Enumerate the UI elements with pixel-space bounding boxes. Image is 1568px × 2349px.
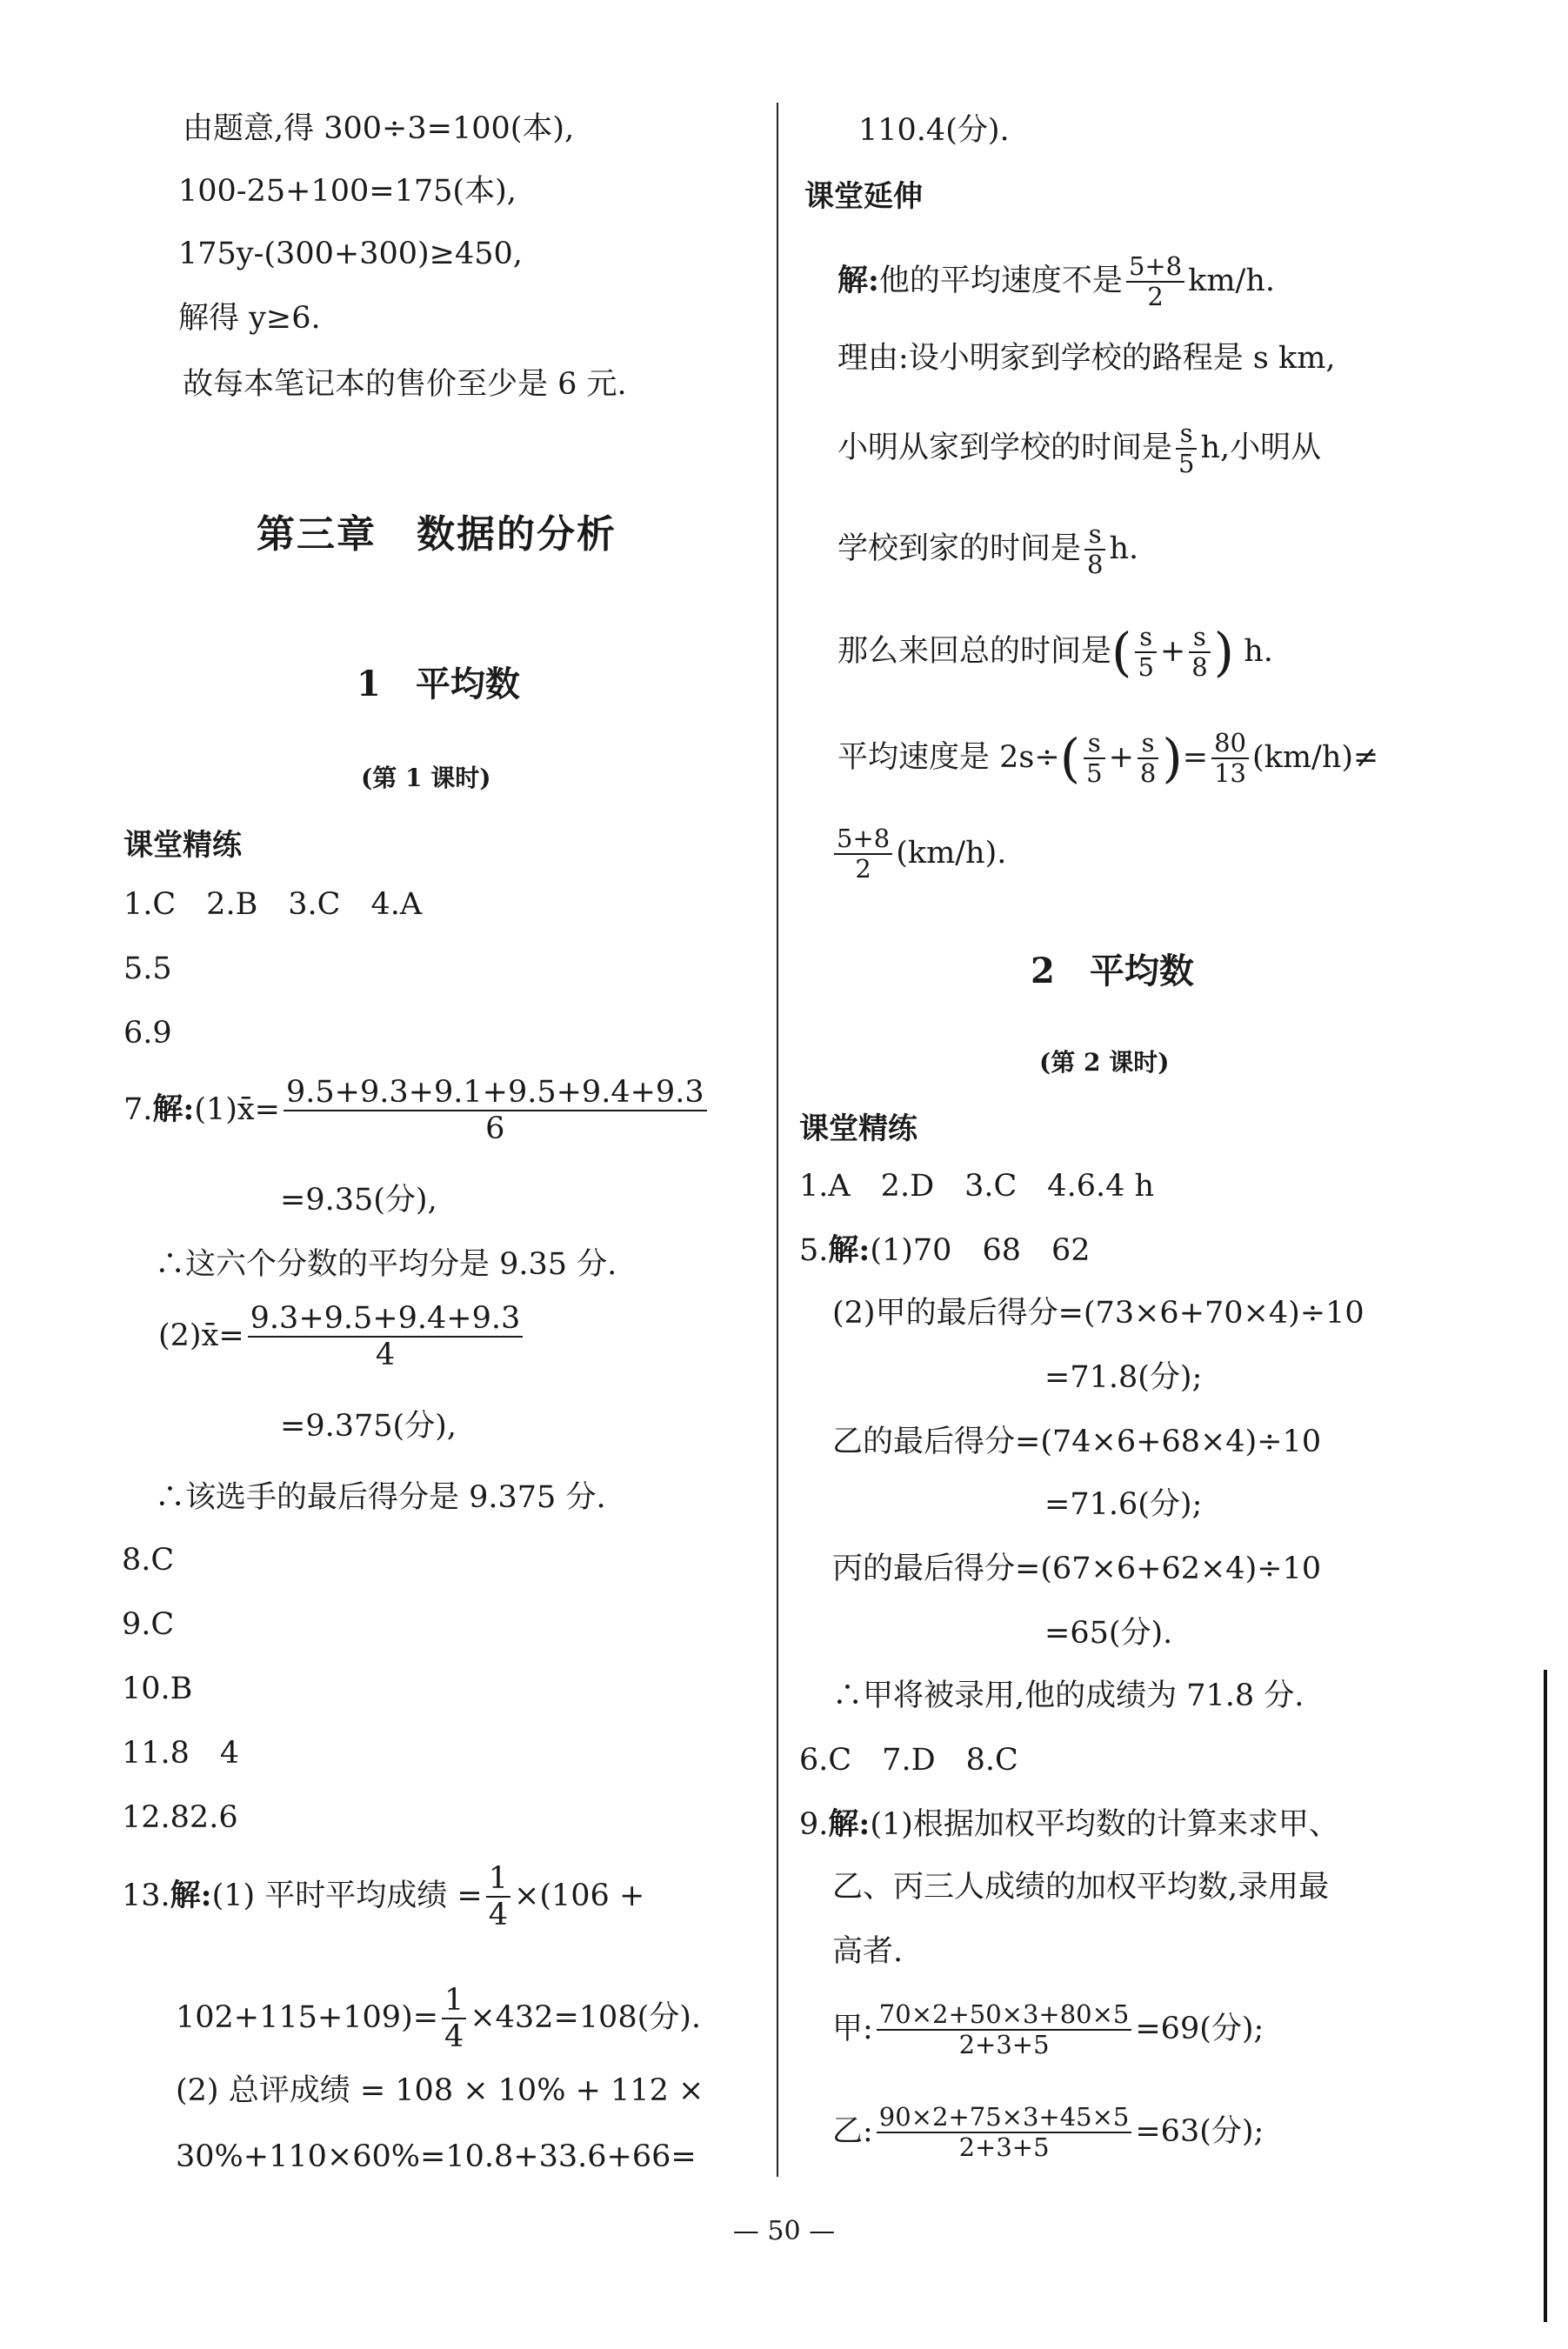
block-label: 课堂延伸 bbox=[804, 179, 923, 214]
ext-text: 他的平均速度不是 bbox=[878, 263, 1123, 298]
answer-line: 8.C bbox=[122, 1543, 175, 1578]
text-line: 丙的最后得分=(67×6+62×4)÷10 bbox=[832, 1552, 1322, 1586]
ext-line bbox=[831, 824, 1006, 884]
plus-sign: + bbox=[1159, 633, 1186, 669]
fraction-denominator: 2 bbox=[855, 854, 871, 884]
text-line: =65(分). bbox=[1044, 1616, 1173, 1651]
fraction bbox=[1084, 729, 1104, 789]
fraction-numerator: 1 bbox=[442, 1983, 466, 2019]
ext-text: h. bbox=[1244, 633, 1273, 669]
solution-label: 解: bbox=[828, 1232, 871, 1268]
answer-line: 12.82.6 bbox=[122, 1800, 238, 1835]
answer-line: 6.9 bbox=[123, 1016, 172, 1051]
text-line: =9.35(分), bbox=[280, 1183, 437, 1218]
solution-label: 解: bbox=[170, 1877, 212, 1913]
q13-text: 102+115+109)= bbox=[176, 1999, 439, 2035]
fraction-numerator: 5+8 bbox=[1126, 252, 1184, 283]
ext-line bbox=[837, 729, 1378, 789]
fraction bbox=[1126, 252, 1184, 312]
chapter-title: 第三章 数据的分析 bbox=[257, 512, 617, 557]
text-line: 乙的最后得分=(74×6+68×4)÷10 bbox=[832, 1425, 1322, 1459]
fraction-numerator: s bbox=[1176, 419, 1197, 450]
fraction-numerator: s bbox=[1138, 729, 1158, 759]
answer-line: 1.C 2.B 3.C 4.A bbox=[123, 887, 423, 922]
block-label: 课堂精练 bbox=[123, 828, 242, 863]
q7-part2-line bbox=[158, 1301, 526, 1373]
q9-text: 乙: bbox=[832, 2113, 873, 2149]
text-line: =9.375(分), bbox=[280, 1409, 457, 1444]
lesson-title: (第 2 课时) bbox=[1039, 1048, 1170, 1077]
fraction-denominator: 8 bbox=[1139, 758, 1157, 789]
q9-yi-line bbox=[832, 2103, 1264, 2163]
q13-text: (1) 平时平均成绩 = bbox=[211, 1878, 483, 1913]
fraction-numerator: s bbox=[1189, 623, 1210, 653]
q9-text: (1)根据加权平均数的计算来求甲、 bbox=[870, 1807, 1339, 1842]
q9-line bbox=[799, 1805, 1339, 1844]
text-line: 理由:设小明家到学校的路程是 s km, bbox=[837, 341, 1336, 376]
text-line: 由题意,得 300÷3=100(本), bbox=[183, 111, 575, 146]
fraction-denominator: 4 bbox=[488, 1898, 509, 1933]
text-line: =71.8(分); bbox=[1044, 1360, 1203, 1395]
fraction-denominator: 5 bbox=[1178, 449, 1195, 479]
q9-jia-line bbox=[832, 2000, 1264, 2060]
q9-number: 9. bbox=[799, 1807, 829, 1842]
fraction bbox=[1084, 520, 1105, 580]
q13-number: 13. bbox=[122, 1878, 170, 1913]
fraction-denominator: 2 bbox=[1147, 282, 1164, 312]
q9-text: =69(分); bbox=[1135, 2011, 1264, 2046]
fraction bbox=[834, 824, 892, 884]
text-line: ∴甲将被录用,他的成绩为 71.8 分. bbox=[832, 1678, 1304, 1713]
solution-label: 解: bbox=[152, 1091, 195, 1127]
q13-line bbox=[176, 1983, 701, 2055]
answer-line: 1.A 2.D 3.C 4.6.4 h bbox=[799, 1169, 1155, 1204]
fraction bbox=[1135, 623, 1156, 683]
fraction-denominator: 2+3+5 bbox=[958, 2132, 1050, 2163]
answer-line: 11.8 4 bbox=[122, 1736, 240, 1771]
ext-text: (km/h)≠ bbox=[1252, 739, 1379, 775]
ext-text: km/h. bbox=[1188, 263, 1275, 298]
text-line: =71.6(分); bbox=[1044, 1487, 1203, 1522]
text-line: 解得 y≥6. bbox=[178, 301, 321, 336]
fraction-denominator: 2+3+5 bbox=[958, 2030, 1050, 2060]
ext-line bbox=[837, 419, 1321, 479]
answer-line: 10.B bbox=[122, 1672, 193, 1706]
fraction bbox=[1176, 419, 1197, 479]
lesson-title: (第 1 课时) bbox=[361, 764, 491, 792]
q13-text: ×432=108(分). bbox=[470, 1999, 702, 2035]
fraction bbox=[442, 1983, 466, 2055]
ext-text: 平均速度是 2s÷ bbox=[837, 739, 1060, 775]
answer-line: 5.5 bbox=[123, 951, 172, 986]
text-line: 110.4(分). bbox=[858, 113, 1010, 148]
text-line: 高者. bbox=[832, 1934, 904, 1969]
q5-text: (1)70 68 62 bbox=[870, 1233, 1091, 1268]
text-line: (2)甲的最后得分=(73×6+70×4)÷10 bbox=[832, 1296, 1364, 1331]
q13-text: ×(106 + bbox=[514, 1878, 645, 1913]
answer-line: 9.C bbox=[122, 1607, 175, 1642]
text-line: 乙、丙三人成绩的加权平均数,录用最 bbox=[832, 1870, 1330, 1905]
fraction bbox=[877, 2000, 1132, 2060]
answer-line: 6.C 7.D 8.C bbox=[799, 1743, 1018, 1778]
ext-text: 那么来回总的时间是 bbox=[837, 633, 1112, 669]
left-paren: ( bbox=[1111, 622, 1132, 684]
fraction-numerator: 1 bbox=[486, 1861, 510, 1898]
text-line: 175y-(300+300)≥450, bbox=[178, 237, 523, 271]
text-line: 30%+110×60%=10.8+33.6+66= bbox=[176, 2139, 697, 2174]
fraction-numerator: s bbox=[1135, 623, 1156, 653]
q9-text: =63(分); bbox=[1135, 2113, 1264, 2149]
right-paren: ) bbox=[1213, 622, 1235, 684]
fraction-denominator: 6 bbox=[485, 1111, 505, 1147]
section-title: 1 平均数 bbox=[357, 664, 520, 704]
fraction-denominator: 5 bbox=[1086, 758, 1103, 789]
q9-text: 甲: bbox=[832, 2011, 873, 2046]
fraction bbox=[1211, 729, 1249, 789]
equals-sign: = bbox=[1182, 739, 1209, 775]
text-line: (2) 总评成绩 = 108 × 10% + 112 × bbox=[176, 2073, 704, 2108]
section-title: 2 平均数 bbox=[1031, 951, 1194, 991]
q5-line bbox=[799, 1231, 1091, 1270]
fraction-numerator: 80 bbox=[1211, 729, 1249, 759]
fraction-denominator: 5 bbox=[1138, 652, 1154, 683]
fraction bbox=[284, 1075, 707, 1147]
ext-text: (km/h). bbox=[896, 835, 1007, 871]
fraction-numerator: 9.3+9.5+9.4+9.3 bbox=[248, 1301, 524, 1338]
ext-text: h. bbox=[1109, 531, 1139, 566]
ext-text: h,小明从 bbox=[1200, 430, 1322, 465]
page-number: — 50 — bbox=[732, 2216, 836, 2246]
q7-part2: (2)x̄= bbox=[158, 1318, 244, 1353]
fraction-numerator: 70×2+50×3+80×5 bbox=[877, 2000, 1132, 2031]
fraction-denominator: 8 bbox=[1087, 550, 1104, 580]
ext-text: 小明从家到学校的时间是 bbox=[837, 430, 1173, 465]
fraction bbox=[877, 2103, 1132, 2163]
fraction-denominator: 4 bbox=[375, 1338, 396, 1373]
fraction-denominator: 13 bbox=[1214, 758, 1246, 789]
fraction bbox=[1189, 623, 1210, 683]
text-line: 100-25+100=175(本), bbox=[178, 174, 517, 209]
ext-line bbox=[837, 623, 1273, 683]
fraction-denominator: 8 bbox=[1191, 652, 1208, 683]
fraction bbox=[486, 1861, 510, 1933]
q7-part1: (1)x̄= bbox=[194, 1091, 280, 1127]
fraction bbox=[1138, 729, 1158, 789]
fraction-numerator: s bbox=[1084, 520, 1105, 551]
q7-number: 7. bbox=[123, 1091, 153, 1127]
text-line: ∴这六个分数的平均分是 9.35 分. bbox=[155, 1247, 617, 1282]
q7-line bbox=[123, 1075, 711, 1147]
right-paren: ) bbox=[1162, 728, 1183, 790]
solution-label: 解: bbox=[828, 1806, 871, 1842]
left-paren: ( bbox=[1059, 728, 1081, 790]
q13-line bbox=[122, 1861, 644, 1933]
ext-line bbox=[837, 520, 1138, 580]
fraction-denominator: 4 bbox=[444, 2019, 464, 2055]
block-label: 课堂精练 bbox=[799, 1111, 917, 1146]
fraction bbox=[248, 1301, 524, 1373]
text-line: 故每本笔记本的售价至少是 6 元. bbox=[183, 367, 627, 402]
q5-number: 5. bbox=[799, 1233, 829, 1268]
plus-sign: + bbox=[1108, 739, 1134, 775]
fraction-numerator: 90×2+75×3+45×5 bbox=[877, 2103, 1132, 2133]
solution-label: 解: bbox=[837, 262, 879, 298]
fraction-numerator: s bbox=[1084, 729, 1104, 759]
column-divider bbox=[777, 103, 778, 2177]
fraction-numerator: 9.5+9.3+9.1+9.5+9.4+9.3 bbox=[284, 1075, 707, 1111]
ext-text: 学校到家的时间是 bbox=[837, 531, 1082, 566]
text-line: ∴该选手的最后得分是 9.375 分. bbox=[155, 1480, 606, 1515]
ext-line bbox=[837, 252, 1275, 312]
fraction-numerator: 5+8 bbox=[834, 824, 892, 855]
